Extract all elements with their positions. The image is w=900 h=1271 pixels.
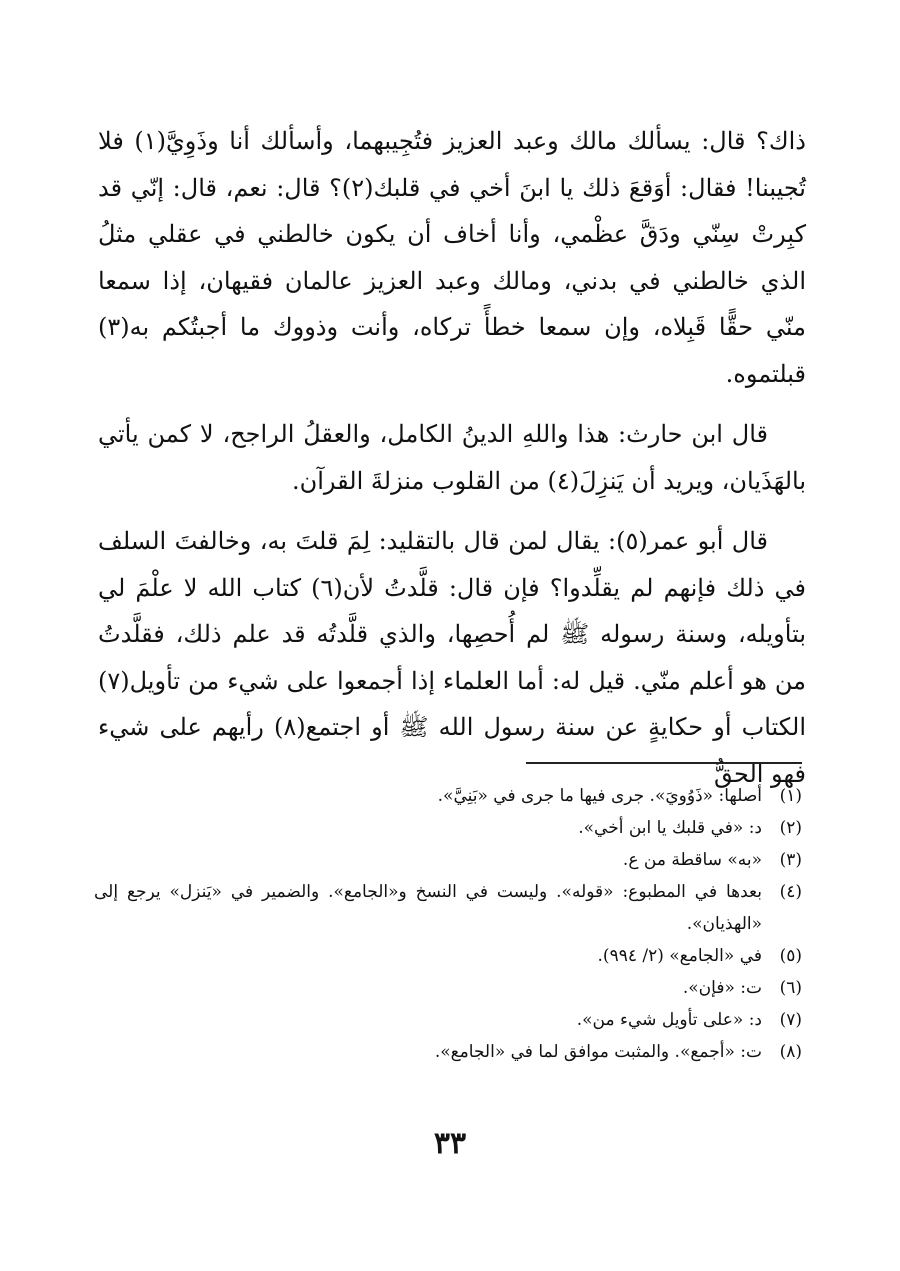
- footnote-number: (٤): [779, 882, 802, 902]
- footnote-number: (٦): [779, 978, 802, 998]
- page-number: ٣٣: [433, 1126, 467, 1161]
- footnote-text: ت: «أجمع». والمثبت موافق لما في «الجامع».: [434, 1042, 762, 1062]
- footnote-number: (٣): [779, 850, 802, 870]
- footnote-text: في «الجامع» (٢/ ٩٩٤).: [597, 946, 762, 966]
- footnote-2: [94, 812, 802, 844]
- main-text: [98, 118, 806, 811]
- footnote-4: [94, 876, 802, 940]
- paragraph-2: قال ابن حارث: هذا واللهِ الدينُ الكامل، والعقلُ الراجح، لا كمن يأتي بالهَذَيان، ويريد أن يَنزِلَ(٤) من القلوب منزلةَ القرآن.: [98, 420, 806, 495]
- footnote-number: (٥): [779, 946, 802, 966]
- footnote-separator: [526, 762, 802, 764]
- paragraph-1: ذاك؟ قال: يسألك مالك وعبد العزيز فتُجِيبهما، وأسألك أنا وذَوِيَّ(١) فلا تُجيبنا! فقال: أوَقعَ ذلك يا ابنَ أخي في قلبك(٢)؟ قال: نعم، قال: إنّي قد كبِرتْ سِنّي ودَقَّ عظْمي، وأنا أخاف أن يكون خالطني في عقلي مثلُ الذي خالطني في بدني، ومالك وعبد العزيز عالمان فقيهان، إذا سمعا منّي حقًّا قَبِلاه، وإن سمعا خطأً تركاه، وأنت وذووك ما أجبتُكم به(٣) قبلتموه.: [98, 127, 806, 388]
- footnote-5: [94, 940, 802, 972]
- footnote-number: (٨): [779, 1042, 802, 1062]
- footnote-number: (١): [779, 786, 802, 806]
- footnote-text: بعدها في المطبوع: «قوله». وليست في النسخ و«الجامع». والضمير في «يَنزل» يرجع إلى «الهذيان».: [94, 882, 762, 934]
- footnotes: [94, 780, 802, 1068]
- footnote-text: «به» ساقطة من ع.: [622, 850, 762, 870]
- footnote-number: (٧): [779, 1010, 802, 1030]
- footnote-text: د: «في قلبك يا ابن أخي».: [578, 818, 762, 838]
- footnote-text: د: «على تأويل شيء من».: [576, 1010, 762, 1030]
- footnote-8: [94, 1036, 802, 1068]
- footnote-text: أصلها: «ذَوُويَ». جرى فيها ما جرى في «بَنِيَّ».: [437, 786, 762, 806]
- footnote-6: [94, 972, 802, 1004]
- footnote-number: (٢): [779, 818, 802, 838]
- footnote-text: ت: «فإن».: [682, 978, 762, 998]
- paragraph-3: قال أبو عمر(٥): يقال لمن قال بالتقليد: لِمَ قلتَ به، وخالفتَ السلف في ذلك فإنهم لم يقلِّدوا؟ فإن قال: قلَّدتُ لأن(٦) كتاب الله لا علْمَ لي بتأويله، وسنة رسوله ﷺ لم أُحصِها، والذي قلَّدتُه قد علم ذلك، فقلَّدتُ من هو أعلم منّي. قيل له: أما العلماء إذا أجمعوا على شيء من تأويل(٧) الكتاب أو حكايةٍ عن سنة رسول الله ﷺ أو اجتمع(٨) رأيهم على شيء فهو الحقُّ: [98, 527, 807, 788]
- footnote-7: [94, 1004, 802, 1036]
- footnote-3: [94, 844, 802, 876]
- footnote-1: [94, 780, 802, 812]
